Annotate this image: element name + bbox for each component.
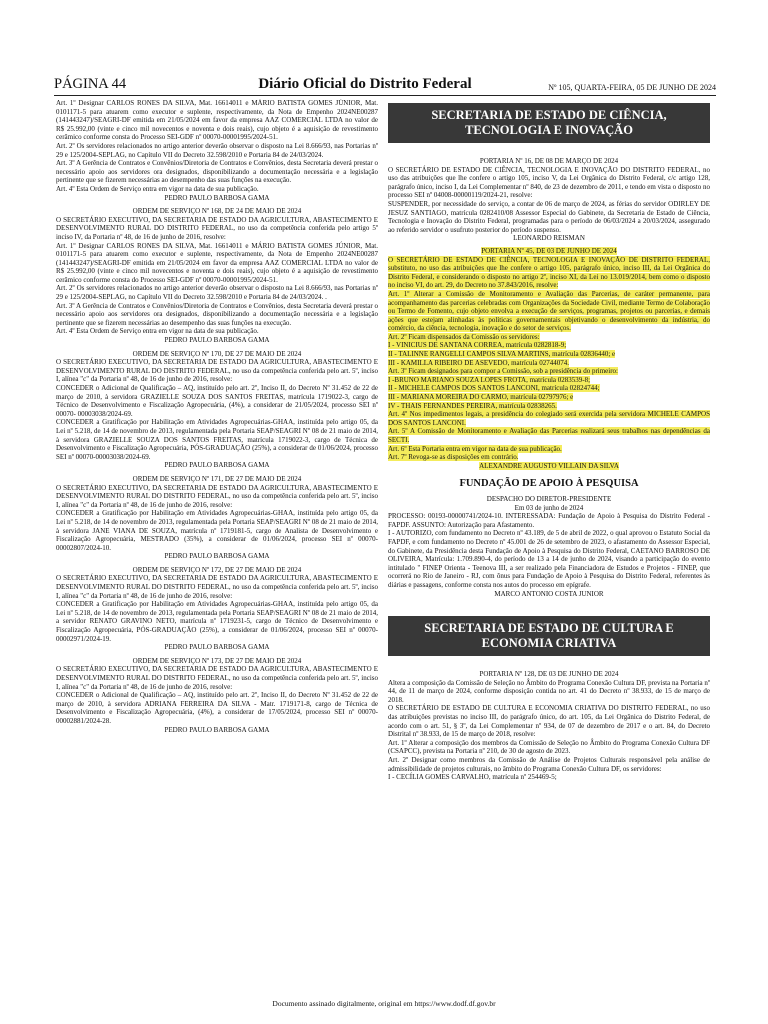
paragraph: Art. 3º A Gerência de Contratos e Convênios/Diretoria de Contratos e Convênios, desta Secretaria deverá prestar o necessário apoio aos servidores ora designados, disponibilizando a documentação necessária e a legislação pertinente que se fizerem necessárias ao desempenho das suas funções na execução. bbox=[56, 301, 378, 327]
paragraph: Art. 7º Revoga-se as disposições em contrário. bbox=[388, 453, 519, 462]
paragraph: I - AUTORIZO, com fundamento no Decreto nº 43.189, de 5 de abril de 2022, o qual aprovou o Estatuto Social da FAPDF, e com fundamento no Decreto nº 45.001 de 26 de setembro de 2023, o afastamento do Assessor Especial, do Gabinete, da Presidência desta Fundação de Apoio à Pesquisa do Distrito Federal, CAETANO BARROSO DE OLIVEIRA, Matrícula: 1.709.890-4, do período de 13 a 14 de junho de 2024, visando a participação do evento intitulado " FINEP Orienta - Teenova III, a ser realizado pela Financiadora de Estudos e Projetos - FINEP, que ocorrerá no Rio de Janeiro - RJ, com ônus para Fundação de Apoio à Pesquisa do Distrito Federal, referentes às diárias e passagens, conforme consta nos autos do processo em epígrafe. bbox=[388, 529, 710, 589]
paragraph: O SECRETÁRIO EXECUTIVO, DA SECRETARIA DE ESTADO DA AGRICULTURA, ABASTECIMENTO E DESENVOLVIMENTO RURAL DO DISTRITO FEDERAL, no uso da competência conferida pelo art. 5º, inciso I, alínea "c" da Portaria nº 48, de 16 de junho de 2016, resolve: bbox=[56, 574, 378, 600]
footer-note: Documento assinado digitalmente, original em https://www.dodf.df.gov.br bbox=[272, 999, 496, 1008]
paragraph: Art. 6º Esta Portaria entra em vigor na data de sua publicação. bbox=[388, 444, 562, 453]
section-title: ORDEM DE SERVIÇO Nº 173, DE 27 DE MAIO DE 2024 bbox=[132, 656, 302, 665]
list-item: I - CECÍLIA GOMES CARVALHO, matrícula nº 254469-5; bbox=[388, 773, 557, 782]
page-number: PÁGINA 44 bbox=[54, 76, 127, 92]
paragraph: O SECRETÁRIO EXECUTIVO, DA SECRETARIA DE ESTADO DA AGRICULTURA, ABASTECIMENTO E DESENVOLVIMENTO RURAL DO DISTRITO FEDERAL, no uso da competência conferida pelo art. 5º, inciso I, alínea "c" da Portaria nº 48, de 16 de junho de 2016, resolve: bbox=[56, 358, 378, 384]
section-title: PORTARIA Nº 45, DE 03 DE JUNHO DE 2024 bbox=[481, 246, 617, 255]
paragraph: CONCEDER a Gratificação por Habilitação em Atividades Agropecuárias-GHAA, instituída pelo artigo 05, da Lei nº 5.218, de 14 de novembro de 2013, regulamentada pela Portaria SEAP/SEAGRI Nº 08 de 21 maio de 2014, à servidora GRAZIELLE SOUZA DOS SANTOS FREITAS, matrícula 1719022-3, cargo de Técnica de Desenvolvimento e Fiscalização Agropecuária, PÓS-GRADUAÇÃO (25%), a considerar de 01/06/2024, processo SEI nº 00070-00003038/2024-69. bbox=[56, 418, 378, 461]
signature: PEDRO PAULO BARBOSA GAMA bbox=[164, 552, 270, 561]
signature: MARCO ANTONIO COSTA JUNIOR bbox=[494, 589, 604, 598]
list-item: II - TALINNE RANGELLI CAMPOS SILVA MARTINS, matrícula 02836440; e bbox=[388, 350, 616, 359]
paragraph: CONCEDER a Gratificação por Habilitação em Atividades Agropecuárias-GHAA, instituída pelo artigo 05, da Lei nº 5.218, de 14 de novembro de 2013, regulamentada pela Portaria SEAP/SEAGRI Nº 08 de 21 maio de 2014, a servidor RENATO GRAVINO NETO, matrícula nº 1719231-5, cargo de Técnico de Desenvolvimento e Fiscalização Agropecuária, PÓS-GRADUAÇÃO (25%), a considerar de 01/06/2024, processo SEI nº 00070-00002971/2024-19. bbox=[56, 600, 378, 643]
list-item: III - KAMILLA RIBEIRO DE ASEVEDO, matrícula 02744074. bbox=[388, 358, 570, 367]
paragraph: O SECRETÁRIO EXECUTIVO, DA SECRETARIA DE ESTADO DA AGRICULTURA, ABASTECIMENTO E DESENVOLVIMENTO RURAL DO DISTRITO FEDERAL, no uso da competência conferida pelo art. 5º, inciso I, alínea "c" da Portaria nº 48, de 16 de junho de 2016, resolve: bbox=[56, 483, 378, 509]
journal-title: Diário Oficial do Distrito Federal bbox=[258, 76, 472, 92]
list-item: III - MARIANA MOREIRA DO CARMO, matrícula 02797976; e bbox=[388, 393, 574, 402]
paragraph: CONCEDER o Adicional de Qualificação – AQ, instituído pelo art. 2º, Inciso II, do Decreto Nº 31.452 de 22 de março de 2010, à servidora GRAZIELLE SOUZA DOS SANTOS FREITAS, matrícula 1719022-3, cargo de Técnico de Desenvolvimento e Fiscalização Agropecuária, (4%), a considerar de 21/05/2024, processo SEI nº 00070- 00003038/2024-69. bbox=[56, 384, 378, 418]
list-item: IV - THAIS FERNANDES PEREIRA, matrícula 02838265. bbox=[388, 401, 557, 410]
paragraph: Art. 1º Designar CARLOS RONES DA SILVA, Mat. 16614011 e MÁRIO BATISTA GOMES JÚNIOR, Mat. 0101171-5 para atuarem como executor e suplente, respectivamente, da Nota de Empenho 2024NE00287 (141443247)/SEAGRI-DF emitida em 21/05/2024 em favor da empresa AAZ COMERCIAL LTDA no valor de R$ 25.992,00 (vinte e cinco mil novecentos e noventa e dois reais), cujo objeto é a aquisição de revestimento cerâmico conforme consta do Processo SEI-GDF nº 00070-00001995/2024-51. bbox=[56, 99, 378, 142]
signature: PEDRO PAULO BARBOSA GAMA bbox=[164, 725, 270, 734]
paragraph: Art. 1º Designar CARLOS RONES DA SILVA, Mat. 16614011 e MÁRIO BATISTA GOMES JÚNIOR, Mat. 0101171-5 para atuarem como executor e suplente, respectivamente, da Nota de Empenho 2024NE00287 (141443247)/SEAGRI-DF emitida em 21/05/2024 em favor da empresa AAZ COMERCIAL LTDA no valor de R$ 25.992,00 (vinte e cinco mil novecentos e noventa e dois reais), cujo objeto é a aquisição de revestimento cerâmico conforme consta do Processo SEI-GDF nº 00070-00001995/2024-51. bbox=[56, 241, 378, 284]
section-banner: SECRETARIA DE ESTADO DE CIÊNCIA, TECNOLOGIA E INOVAÇÃO bbox=[388, 103, 710, 143]
paragraph: Art. 1º Alterar a composição dos membros da Comissão de Seleção no Âmbito do Programa Conexão Cultura DF (CSAPCC), prevista na Portaria nº 210, de 30 de agosto de 2023. bbox=[388, 738, 710, 756]
right-column bbox=[388, 99, 710, 989]
section-title: ORDEM DE SERVIÇO Nº 172, DE 27 DE MAIO DE 2024 bbox=[132, 565, 302, 574]
paragraph: O SECRETÁRIO DE ESTADO DE CULTURA E ECONOMIA CRIATIVA DO DISTRITO FEDERAL, no uso das atribuições previstas no inciso III, do parágrafo único, do art. 105, da Lei Orgânica do Distrito Federal, de acordo com o art. 51, § 3º, da Lei Complementar nº 934, de 07 de dezembro de 2017 e o art. 84, do Decreto Distrital nº 38.933, de 15 de março de 2018, resolve: bbox=[388, 704, 710, 739]
signature: PEDRO PAULO BARBOSA GAMA bbox=[164, 461, 270, 470]
section-title: ORDEM DE SERVIÇO Nº 168, DE 24 DE MAIO DE 2024 bbox=[132, 207, 302, 216]
paragraph: Art. 4º Nos impedimentos legais, a presidência do colegiado será exercida pela servidora MICHELE CAMPOS DOS SANTOS LANCONI. bbox=[388, 410, 710, 427]
paragraph: Art. 2º Designar como membros da Comissão de Análise de Projetos Culturais responsável pela análise de admissibilidade de projetos culturais, no âmbito do Programa Conexão Cultura DF, os servidores: bbox=[388, 756, 710, 773]
left-column bbox=[56, 99, 378, 989]
page-header bbox=[54, 73, 716, 96]
paragraph: O SECRETÁRIO DE ESTADO DE CIÊNCIA, TECNOLOGIA E INOVAÇÃO DO DISTRITO FEDERAL, no uso das atribuições que lhe confere o artigo 105, inciso V, da Lei Orgânica do Distrito Federal, c/c artigo 128, parágrafo único, inciso I, da Lei Complementar nº 840, de 23 de dezembro de 2011, e tendo em vista o disposto no processo SEI nº 04008-00000119/2024-21, resolve: bbox=[388, 165, 710, 200]
paragraph: CONCEDER o Adicional de Qualificação – AQ, instituído pelo art. 2º, Inciso II, do Decreto Nº 31.452 de 22 de março de 2010, à servidora ADRIANA FERREIRA DA SILVA - Matr. 1719171-8, cargo de Técnica de Desenvolvimento e Fiscalização Agropecuária, (4%), a considerar de 17/05/2024, processo SEI nº 00070- 00002881/2024-28. bbox=[56, 691, 378, 725]
highlighted-portaria bbox=[388, 247, 710, 470]
section-title: PORTARIA Nº 16, DE 08 DE MARÇO DE 2024 bbox=[479, 157, 619, 165]
paragraph: PROCESSO: 00193-00000741/2024-10. INTERESSADA: Fundação de Apoio à Pesquisa do Distrito Federal - FAPDF. ASSUNTO: Autorização para Afastamento. bbox=[388, 512, 710, 529]
paragraph: O SECRETÁRIO EXECUTIVO, DA SECRETARIA DE ESTADO DA AGRICULTURA, ABASTECIMENTO E DESENVOLVIMENTO RURAL DO DISTRITO FEDERAL, no uso da competência conferida pelo art. 5º, inciso I, alínea "c" da Portaria nº 48, de 16 de junho de 2016, resolve: bbox=[56, 665, 378, 691]
list-item: II - MICHELE CAMPOS DOS SANTOS LANCONI, matrícula 02824744; bbox=[388, 384, 600, 393]
paragraph: Art. 5º A Comissão de Monitoramento e Avaliação das Parcerias realizará seus trabalhos nas dependências da SECTI. bbox=[388, 427, 710, 444]
section-title: ORDEM DE SERVIÇO Nº 171, DE 27 DE MAIO DE 2024 bbox=[132, 474, 302, 483]
paragraph: Art. 3º A Gerência de Contratos e Convênios/Diretoria de Contratos e Convênios, desta Secretaria deverá prestar o necessário apoio aos servidores ora designados, disponibilizando a documentação necessária e a legislação pertinente que se fizerem necessárias ao desempenho das suas funções na execução. bbox=[56, 159, 378, 185]
foundation-title: FUNDAÇÃO DE APOIO À PESQUISA bbox=[459, 478, 639, 490]
paragraph: O SECRETÁRIO EXECUTIVO, DA SECRETARIA DE ESTADO DA AGRICULTURA, ABASTECIMENTO E DESENVOLVIMENTO RURAL DO DISTRITO FEDERAL, no uso da competência conferida pelo artigo 5º inciso IV, da Portaria nº 48, de 16 de junho de 2016, resolve: bbox=[56, 215, 378, 241]
section-title: ORDEM DE SERVIÇO Nº 170, DE 27 DE MAIO DE 2024 bbox=[132, 349, 302, 358]
paragraph: Art. 1º Alterar a Comissão de Monitoramento e Avaliação das Parcerias, de caráter permanente, para acompanhamento das parcerias celebradas com Organizações da Sociedade Civil, mediante Termo de Colaboração ou Termo de Fomento, cujo objeto envolva a execução de serviços, programas, projetos ou parcerias, e demais ações que estejam alinhadas às políticas governamentais objetivando o desenvolvimento da indústria, do comércio, da ciência, tecnologia, inovação e do setor de serviços. bbox=[388, 289, 710, 333]
issue-info: Nº 105, QUARTA-FEIRA, 05 DE JUNHO DE 2024 bbox=[548, 83, 716, 92]
date-line: Em 03 de junho de 2024 bbox=[514, 503, 584, 512]
paragraph: SUSPENDER, por necessidade do serviço, a contar de 06 de março de 2024, as férias do servidor ODIRLEY DE JESUZ SANTIAGO, matrícula 0282410/08 Assessor Especial do Gabinete, da Secretaria de Estado de Ciência, Tecnologia e Inovação do Distrito Federal, programadas para o período de 06/03/2024 a 20/03/2024, assegurado ao referido servidor o usufruto posterior do período suspenso. bbox=[388, 199, 710, 234]
section-subtitle: DESPACHO DO DIRETOR-PRESIDENTE bbox=[486, 494, 612, 503]
paragraph: CONCEDER a Gratificação por Habilitação em Atividades Agropecuárias-GHAA, instituída pelo artigo 05, da Lei nº 5.218, de 14 de novembro de 2013, regulamentada pela Portaria SEAP/SEAGRI Nº 08 de 21 maio de 2014, à servidora JANE VIANA DE SOUZA, matrícula nº 1719181-5, cargo de Analista de Desenvolvimento e Fiscalização Agropecuária, MESTRADO (35%), a considerar de 01/06/2024, processo SEI nº 00070- 00002807/2024-10. bbox=[56, 509, 378, 552]
paragraph: Art. 2º Os servidores relacionados no artigo anterior deverão observar o disposto na Lei 8.666/93, nas Portarias nº 29 e 125/2004-SEPLAG, no Capítulo VII do Decreto 32.598/2010 e Portaria 84 de 24/03/2024. bbox=[56, 141, 378, 159]
paragraph: O SECRETÁRIO DE ESTADO DE CIÊNCIA, TECNOLOGIA E INOVAÇÃO DE DISTRITO FEDERAL, substituto, no uso das atribuições que lhe confere o artigo 105, parágrafo único, inciso III, da Lei Orgânica do Distrito Federal, e considerando o disposto no artigo 2º, inciso XI, da Lei no 13.019/2014, bem como o disposto no inciso VI, do art. 29, do Decreto no 37.843/2016, resolve: bbox=[388, 255, 710, 290]
section-title: PORTARIA Nº 128, DE 03 DE JUNHO DE 2024 bbox=[479, 670, 619, 679]
paragraph: Art. 4º Esta Ordem de Serviço entra em vigor na data de sua publicação. bbox=[56, 184, 259, 193]
list-item: I -BRUNO MARIANO SOUZA LOPES FROTA, matrícula 0283539-8; bbox=[388, 375, 591, 384]
signature: PEDRO PAULO BARBOSA GAMA bbox=[164, 193, 270, 202]
paragraph: Art. 4º Esta Ordem de Serviço entra em vigor na data de sua publicação. bbox=[56, 327, 259, 336]
paragraph: Altera a composição da Comissão de Seleção no Âmbito do Programa Conexão Cultura DF, prevista na Portaria nº 44, de 11 de março de 2024, conforme disposição contida no art. 41 do Decreto nº 38.933, de 15 de março de 2018. bbox=[388, 678, 710, 704]
paragraph: Art. 2º Ficam dispensados da Comissão os servidores: bbox=[388, 332, 540, 341]
signature: PEDRO PAULO BARBOSA GAMA bbox=[164, 643, 270, 652]
section-banner: SECRETARIA DE ESTADO DE CULTURA E ECONOMIA CRIATIVA bbox=[388, 616, 710, 656]
signature: LEONARDO REISMAN bbox=[513, 234, 585, 243]
paragraph: Art. 2º Os servidores relacionados no artigo anterior deverão observar o disposto na Lei 8.666/93, nas Portarias nº 29 e 125/2004-SEPLAG, no Capítulo VII do Decreto 32.598/2010 e Portaria 84 de 24/03/2024. . bbox=[56, 284, 378, 302]
paragraph: Art. 3º Ficam designados para compor a Comissão, sob a presidência do primeiro: bbox=[388, 367, 619, 376]
signature: ALEXANDRE AUGUSTO VILLAIN DA SILVA bbox=[479, 461, 619, 470]
list-item: I - VINICIUS DE SANTANA CORREA, matrícula 0282818-9; bbox=[388, 341, 567, 350]
signature: PEDRO PAULO BARBOSA GAMA bbox=[164, 336, 270, 345]
